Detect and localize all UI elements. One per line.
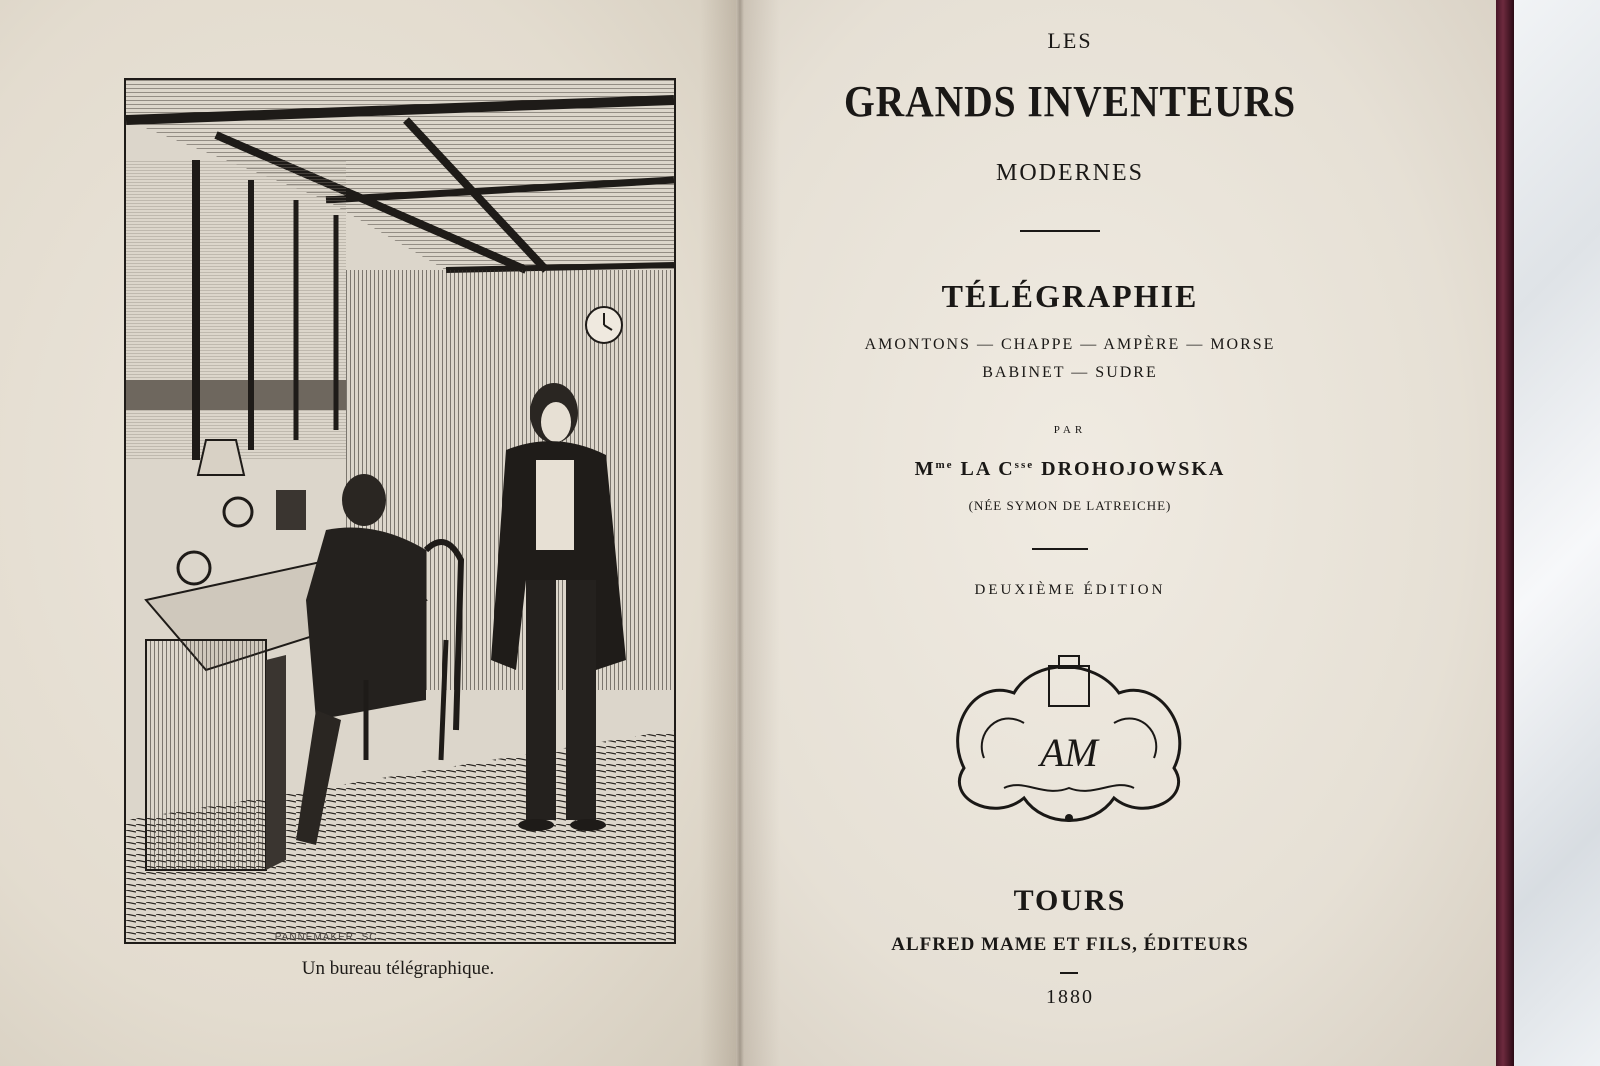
subtitle: MODERNES: [995, 160, 1144, 186]
author-name: DROHOJOWSKA: [1041, 458, 1226, 480]
book-cover-edge: [1494, 0, 1514, 1066]
publication-year: 1880: [1046, 986, 1094, 1008]
divider-rule: [1020, 230, 1100, 232]
main-title: GRANDS INVENTEURS: [843, 77, 1297, 126]
engraver-signature: PANNEMAKER. SC.: [274, 932, 382, 943]
divider-rule: [1032, 548, 1088, 550]
author-line: [760, 458, 1380, 481]
illustration-caption: Un bureau télégraphique.: [301, 958, 495, 979]
divider-rule: [1060, 972, 1078, 974]
author-prefix-superscript: me: [935, 459, 954, 471]
publisher-monogram: AM: [1040, 730, 1098, 775]
author-maiden-name: (NÉE SYMON DE LATREICHE): [968, 498, 1172, 513]
par-label: PAR: [1053, 424, 1087, 436]
publisher-city: TOURS: [1013, 884, 1127, 917]
publisher-mark-emblem: [944, 648, 1194, 828]
inventor-names-line-2: BABINET — SUDRE: [982, 364, 1158, 381]
frontispiece-engraving: [124, 78, 676, 944]
author-prefix: M: [914, 458, 936, 480]
publisher-name: ALFRED MAME ET FILS, ÉDITEURS: [891, 934, 1249, 955]
edition-label: DEUXIÈME ÉDITION: [974, 582, 1166, 598]
subject-title: TÉLÉGRAPHIE: [941, 278, 1199, 314]
author-title-superscript: sse: [1014, 459, 1035, 471]
title-les: LES: [1047, 28, 1093, 53]
inventor-names-line-1: AMONTONS — CHAPPE — AMPÈRE — MORSE: [864, 336, 1276, 353]
author-la: LA C: [960, 458, 1015, 480]
